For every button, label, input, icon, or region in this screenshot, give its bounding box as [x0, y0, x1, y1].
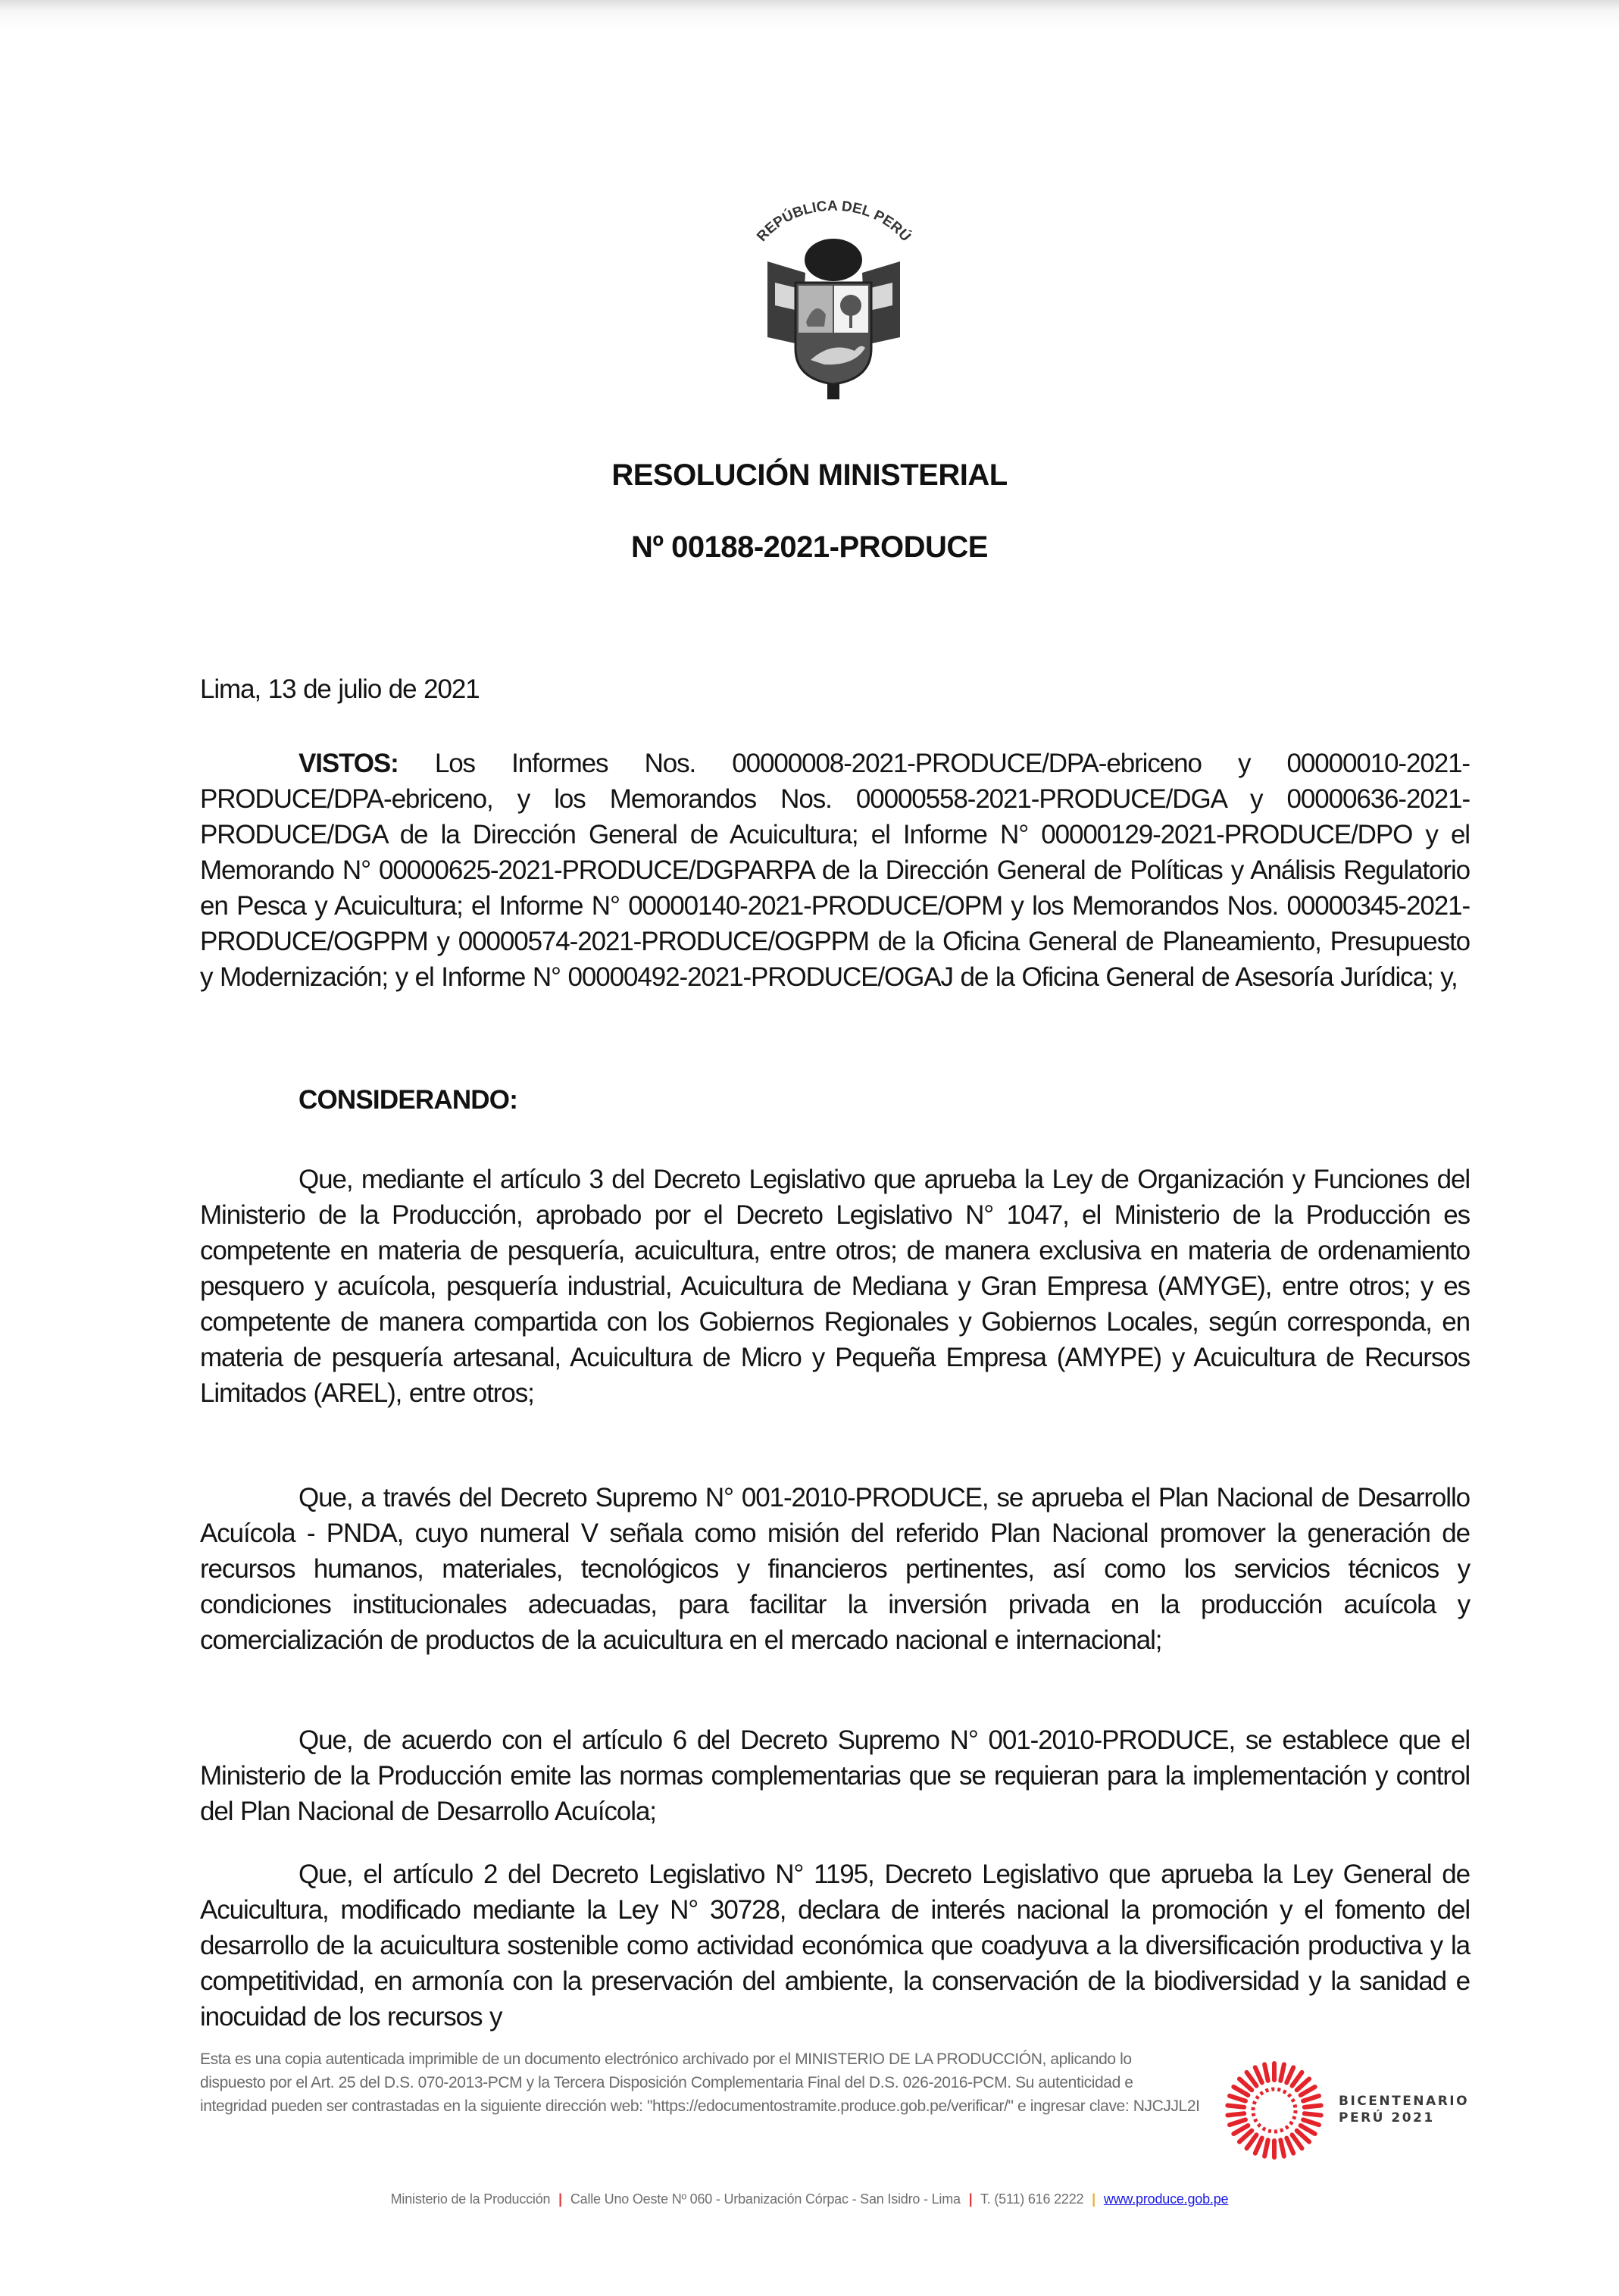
website-link[interactable]: www.produce.gob.pe — [1103, 2191, 1229, 2207]
vistos-label: VISTOS: — [298, 749, 398, 778]
vistos-text: Los Informes Nos. 00000008-2021-PRODUCE/DPA-ebriceno y 00000010-2021-PRODUCE/DPA-ebriceno, y los Memorandos Nos. 00000558-2021-PRODUCE/DGA y 00000636-2021-PRODUCE/DGA de la Dirección General de Acuicultura; el Informe N° 00000129-2021-PRODUCE/DPO y el Memorando N° 00000625-2021-PRODUCE/DGPARPA de la Dirección General de Políticas y Análisis Regulatorio en Pesca y Acuicultura; el Informe N° 00000140-2021-PRODUCE/OPM y los Memorandos Nos. 00000345-2021-PRODUCE/OGPPM y 00000574-2021-PRODUCE/OGPPM de la Oficina General de Planeamiento, Presupuesto y Modernización; y el Informe N° 00000492-2021-PRODUCE/OGAJ de la Oficina General de Asesoría Jurídica; y, — [200, 749, 1470, 992]
separator: | — [558, 2191, 563, 2207]
resolution-number: Nº 00188-2021-PRODUCE — [631, 530, 988, 564]
phone-number: T. (511) 616 2222 — [980, 2191, 1084, 2207]
svg-text:REPÚBLICA DEL PERÚ: REPÚBLICA DEL PERÚ — [754, 198, 914, 245]
considerando-paragraph-4: Que, el artículo 2 del Decreto Legislativo N° 1195, Decreto Legislativo que aprueba la Ley General de Acuicultura, modificado mediante la Ley N° 30728, declara de interés nacional la promoción y el fomento del desarrollo de la acuicultura sostenible como actividad económica que coadyuva a la diversificación productiva y la competitividad, en armonía con la preservación del ambiente, la conservación de la biodiversidad y la sanidad e inocuidad de los recursos y — [200, 1860, 1470, 2032]
address-footer — [0, 2191, 1619, 2207]
street-address: Calle Uno Oeste Nº 060 - Urbanización Córpac - San Isidro - Lima — [570, 2191, 961, 2207]
bicentenario-label: BICENTENARIO PERÚ 2021 — [1339, 2094, 1470, 2126]
document-date: Lima, 13 de julio de 2021 — [200, 674, 480, 704]
separator: | — [968, 2191, 973, 2207]
ministry-name: Ministerio de la Producción — [390, 2191, 551, 2207]
considerando-paragraph-3: Que, de acuerdo con el artículo 6 del Decreto Supremo N° 001-2010-PRODUCE, se establece que el Ministerio de la Producción emite las normas complementarias que se requieran para la implementación y control del Plan Nacional de Desarrollo Acuícola; — [200, 1725, 1470, 1826]
separator: | — [1092, 2191, 1096, 2207]
authenticity-note: Esta es una copia autenticada imprimible de un documento electrónico archivado por el MINISTERIO DE LA PRODUCCIÓN, aplicando lo dispuesto por el Art. 25 del D.S. 070-2013-PCM y la Tercera Disposición Complementaria Final del D.S. 026-2016-PCM. Su autenticidad e integridad pueden ser contrastadas en la siguiente dirección web: "https://edocumentostramite.produce.gob.pe/verificar/" e ingresar clave: NJCJJL2I — [200, 2050, 1200, 2115]
considerando-heading: CONSIDERANDO: — [298, 1085, 518, 1115]
peru-coat-of-arms-icon — [741, 186, 927, 402]
considerando-paragraph-1: Que, mediante el artículo 3 del Decreto Legislativo que aprueba la Ley de Organización y Funciones del Ministerio de la Producción, aprobado por el Decreto Legislativo N° 1047, el Ministerio de la Producción es competente en materia de pesquería, acuicultura, entre otros; de manera exclusiva en materia de ordenamiento pesquero y acuícola, pesquería industrial, Acuicultura de Mediana y Gran Empresa (AMYGE), entre otros; y es competente de manera compartida con los Gobiernos Regionales y Gobiernos Locales, según corresponda, en materia de pesquería artesanal, Acuicultura de Micro y Pequeña Empresa (AMYPE) y Acuicultura de Recursos Limitados (AREL), entre otros; — [200, 1165, 1470, 1408]
considerando-paragraph-2: Que, a través del Decreto Supremo N° 001-2010-PRODUCE, se aprueba el Plan Nacional de Desarrollo Acuícola - PNDA, cuyo numeral V señala como misión del referido Plan Nacional promover la generación de recursos humanos, materiales, tecnológicos y financieros pertinentes, así como los servicios técnicos y condiciones institucionales adecuadas, para facilitar la inversión privada en la producción acuícola y comercialización de productos de la acuicultura en el mercado nacional e internacional; — [200, 1483, 1470, 1655]
bicentenario-sun-logo-icon — [1221, 2057, 1327, 2163]
document-title: RESOLUCIÓN MINISTERIAL — [611, 458, 1008, 492]
vistos-paragraph — [200, 746, 1470, 995]
